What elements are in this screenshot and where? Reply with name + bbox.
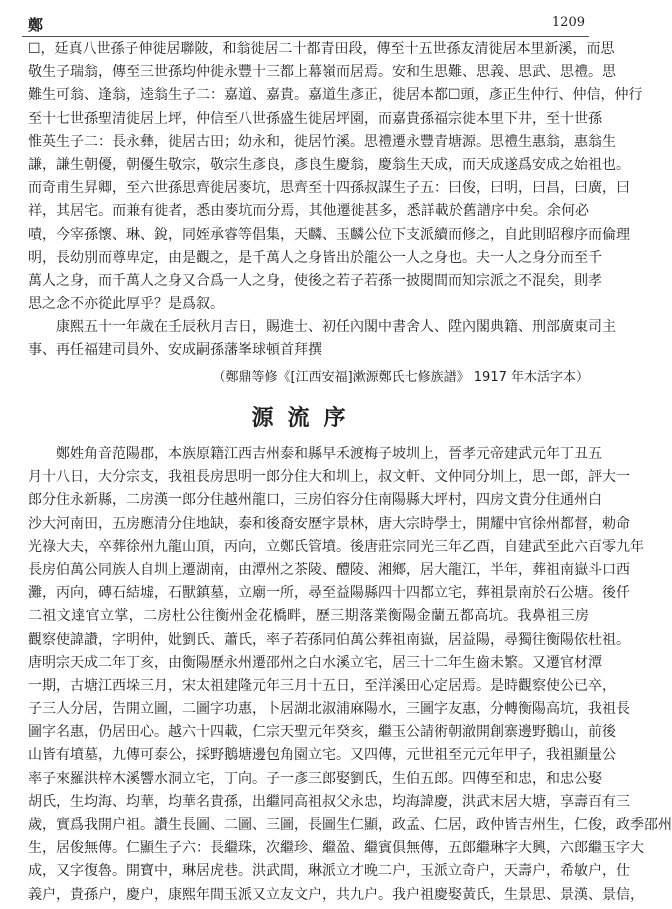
text-line: 生，居俊無傳。仁顯生子六：長繼珠，次繼珍、繼盈、繼賓俱無傳，五郎繼琳字大興，六郎繼玉字大: [28, 840, 644, 857]
page-header: [22, 14, 589, 37]
text-line: 光祿大夫，卒葬徐州九龍山頂，丙向，立鄭氏管墳。後唐莊宗同光三年乙酉，自建武至此六百零九年: [28, 538, 644, 555]
text-line: 難生可翁、逢翁，逵翁生子二：嘉道、嘉貴。嘉道生彥正，徙居本都☐頭，彥正生仲行、仲信，仲行: [28, 87, 643, 104]
header-surname: 鄭: [28, 16, 44, 34]
text-line: 敬生子瑞翁，傳至三世孫均仲徙永豐十三都上幕嶺而居焉。安和生思難、思義、思武、思禮。思: [28, 64, 616, 81]
text-line: ☐，廷真八世孫子伸徙居聯陂，和翁徙居二十都青田段，傳至十五世孫友清徙居本里新溪，而思: [28, 41, 615, 57]
text-line: 至十七世孫聖清徙居上坪，仲信至八世孫盛生徙居坪園，而嘉貴孫福宗徙本里下井，至十世孫: [28, 110, 602, 127]
text-line: 謙，謙生朝優，朝優生敬宗，敬宗生彥良，彥良生慶翁，慶翁生天成，而天成遂爲安成之始祖也。: [28, 156, 630, 173]
text-line: 事、再任福建司員外、安成嗣孫藩峯球頓首拜撰: [28, 342, 322, 359]
text-line: 康熙五十一年歲在壬辰秋月吉日，賜進士、初任內閣中書舍人、陞內閣典籍、刑部廣東司主: [28, 319, 616, 336]
preface-continued-text: [28, 38, 643, 363]
text-line: 子三人分居，告開立圖，二圖字功惠，卜居湖北淑浦麻陽水，三圖字友惠，分轉衡陽高坑，我祖長: [28, 701, 630, 718]
page-number: 1209: [551, 15, 585, 30]
text-line: 嘖，今宰孫懷、琳、銳，同姪承睿等倡集，天麟、玉麟公位下支派續而修之，自此則昭穆序而倫理: [28, 226, 630, 243]
text-line: 鄭姓角音范陽郡，本族原籍江西吉州泰和縣早禾渡梅子坡圳上，晉孝元帝建武元年丁丑五: [28, 446, 602, 462]
text-line: 二祖文達官立掌，二房杜公往衡州金花橋畔，歷三期落業衡陽金蘭五都高坑。我鼻祖三房: [28, 608, 589, 625]
text-line: 月十八日，大分宗支，我祖長房思明一郎分住大和圳上，叔文軒、文仲同分圳上，思一郎，評大一: [28, 469, 630, 486]
text-line: 惟英生子二：長永彝，徙居古田；幼永和，徙居竹溪。思禮遷永豐青塘源。思禮生惠翁，惠翁生: [28, 133, 616, 150]
text-line: 祥，其居宅。而兼有徙者，悉由麥坑而分焉，其他遷徙甚多，悉詳載於舊譜序中矣。余何必: [28, 203, 589, 220]
text-line: 山皆有墳墓，九傳可泰公，採野鵝塘邊包角園立宅。又四傳，元世祖至元元年甲子，我祖顯量公: [28, 747, 616, 764]
source-citation: （鄭鼎等修《[江西安福]漱源鄭氏七修族譜》 1917 年木活字本）: [212, 370, 589, 385]
origin-preface-text: [28, 443, 672, 907]
text-line: 長房伯萬公同族人自圳上遷湖南，由潭州之茶陵、醴陵、湘鄉，居大龍江，半年，葬祖南嶽斗口西: [28, 561, 630, 578]
section-title: 源流序: [251, 405, 360, 431]
text-line: 萬人之身，而千萬人之身又合爲一人之身，使後之若子若孫一披閱間而知宗派之不混矣，則孝: [28, 272, 602, 289]
text-line: 歲，實爲我開户祖。讚生長圖、二圖、三圖，長圖生仁顯，政孟、仁居，政仲皆吉州生，仁俊，政季邵州: [28, 817, 672, 833]
text-line: 一期，古塘江西垛三月，宋太祖建隆元年三月十五日，至洋溪田心定居焉。是時觀察使公已卒，: [28, 677, 616, 694]
text-line: 思之念不亦從此厚乎？是爲叙。: [28, 296, 224, 313]
text-line: 率子來羅洪梓木溪響水洞立宅，丁向。子一彥三郎娶劉氏，生伯五郎。四傳至和忠，和忠公娶: [28, 770, 602, 787]
text-line: 郎分住永新縣，二房漢一郎分住越州龍口，三房伯容分住南陽縣大坪村，四房文貴分住通州白: [28, 492, 602, 509]
text-line: 成，又字復魯。開寶中，琳居虎巷。洪武間，琳派立才晚二户，玉派立奇户，天壽户，希敏户，仕: [28, 863, 630, 880]
text-line: 沙大河南田，五房應清分住地缺，泰和後裔安歷字景林，唐大宗時學士，開耀中官徐州都督，勅命: [28, 515, 630, 532]
text-line: 灘，丙向，磚石結墟，石獸鎮墓，立廟一所，尋至益陽縣四十四都立宅，葬祖景南於石公塘。後仟: [28, 585, 630, 602]
text-line: 圖字名惠，仍居田心。越六十四載，仁宗天聖元年癸亥，繼玉公請術朝澈開創寨邊野鵝山，前後: [28, 724, 616, 741]
text-line: 義户，貴孫户，慶户，康熙年間玉派又立友文户，共九户。我户祖慶娶黃氏，生景思、景漢、景信，: [28, 886, 644, 903]
text-line: 觀察使諱讚，字明仲，妣劉氏、蕭氏，率子若孫同伯萬公葬祖南嶽，居益陽，尋獨往衡陽依杜祖。: [28, 631, 630, 648]
text-line: 胡氏，生均海、均華，均華名貴孫，出繼同高祖叔父永忠，均海諱慶，洪武末居大塘，享壽百有三: [28, 793, 630, 810]
text-line: 而奇甫生昇卿，至六世孫思齊徙居麥坑，思齊至十四孫叔謀生子五：曰俊，曰明，曰昌，曰廣，曰: [28, 180, 630, 197]
text-line: 明，長幼別而尊卑定，由是觀之，是千萬人之身皆出於龍公一人之身也。夫一人之身分而至千: [28, 249, 602, 266]
text-line: 唐明宗天成二年丁亥，由衡陽歷永州遷邵州之白水溪立宅，居三十二年生齒未繁。又遷官材潭: [28, 654, 602, 671]
